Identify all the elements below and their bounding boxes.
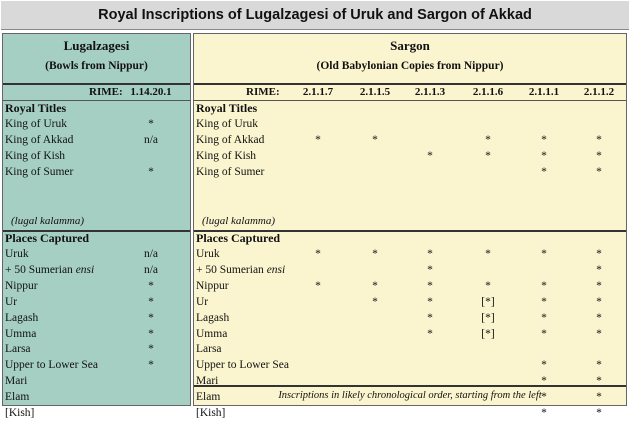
place-row	[194, 246, 626, 262]
place-mark: n/a	[143, 263, 159, 276]
rime-number: 2.1.1.3	[414, 86, 446, 98]
lugalzagesi-heading: Lugalzagesi	[63, 38, 130, 53]
rime-label: RIME:	[246, 86, 280, 98]
place-mark: *	[148, 359, 154, 372]
place-row	[194, 357, 626, 373]
rime-number: 2.1.1.2	[583, 86, 615, 98]
place-mark	[524, 341, 564, 357]
title-mark: *	[148, 118, 154, 130]
place-row	[194, 294, 626, 310]
table-title: Royal Inscriptions of Lugalzagesi of Uruk and Sargon of Akkad	[1, 1, 629, 30]
place-mark: *	[372, 295, 378, 308]
place-label: [Kish]	[196, 407, 226, 419]
place-label: Lagash	[5, 311, 39, 324]
place-mark	[355, 310, 395, 326]
place-row	[3, 373, 190, 389]
places-captured-header: Places Captured	[5, 231, 90, 245]
place-row	[3, 389, 190, 405]
place-row	[194, 405, 626, 421]
place-row	[3, 294, 190, 310]
place-mark	[468, 262, 508, 278]
title-mark	[524, 116, 564, 132]
title-mark: *	[372, 134, 378, 146]
title-label: King of Sumer	[196, 166, 265, 178]
place-mark: *	[148, 279, 154, 292]
place-mark: *	[541, 279, 547, 292]
place-row	[194, 341, 626, 357]
rime-number: 2.1.1.7	[302, 86, 334, 98]
place-mark: *	[372, 279, 378, 292]
rime-number: 2.1.1.5	[359, 86, 391, 98]
title-mark: n/a	[143, 134, 159, 146]
title-mark: *	[596, 134, 602, 146]
place-mark	[524, 262, 564, 278]
place-label: Nippur	[196, 279, 229, 292]
place-row	[3, 341, 190, 357]
title-mark	[121, 148, 181, 164]
title-mark: *	[315, 134, 321, 146]
place-mark	[121, 405, 181, 421]
place-mark: *	[427, 263, 433, 276]
title-mark	[355, 164, 395, 180]
place-row	[3, 310, 190, 326]
title-mark: *	[541, 150, 547, 162]
place-mark	[121, 373, 181, 389]
place-mark	[298, 357, 338, 373]
title-mark	[410, 116, 450, 132]
title-label: King of Sumer	[5, 166, 74, 178]
place-mark	[355, 341, 395, 357]
rime-number: 2.1.1.6	[472, 86, 504, 98]
sargon-panel	[193, 33, 627, 419]
place-mark: *	[541, 311, 547, 324]
place-mark: [*]	[481, 311, 495, 324]
title-mark	[298, 148, 338, 164]
title-row	[3, 164, 190, 180]
title-row	[194, 148, 626, 164]
place-label: Mari	[5, 375, 28, 388]
rime-number: 2.1.1.1	[528, 86, 560, 98]
title-label: King of Uruk	[5, 118, 67, 130]
place-label: Lagash	[196, 311, 230, 324]
royal-titles-header: Royal Titles	[5, 101, 67, 115]
royal-titles-header: Royal Titles	[196, 101, 258, 115]
place-label: [Kish]	[5, 407, 35, 419]
place-label: Larsa	[5, 343, 31, 356]
lugalzagesi-panel	[2, 33, 191, 419]
place-label: Nippur	[5, 279, 38, 292]
place-mark: *	[596, 375, 602, 388]
place-mark: *	[541, 248, 547, 260]
place-row	[3, 278, 190, 294]
place-mark: *	[541, 391, 547, 404]
place-mark: *	[541, 295, 547, 308]
place-label: Ur	[5, 295, 18, 308]
place-mark: *	[596, 327, 602, 340]
place-label: Ur	[196, 295, 209, 308]
place-mark: *	[148, 311, 154, 324]
rime-number: 1.14.20.1	[130, 86, 172, 98]
place-mark	[468, 357, 508, 373]
place-row	[3, 262, 190, 278]
places-captured-header: Places Captured	[196, 231, 281, 245]
place-mark: *	[315, 248, 321, 260]
place-mark: *	[427, 295, 433, 308]
place-mark: *	[541, 407, 547, 419]
place-row	[194, 262, 626, 278]
title-mark: *	[541, 134, 547, 146]
place-mark	[121, 389, 181, 405]
place-mark: *	[485, 248, 491, 260]
title-mark	[410, 132, 450, 148]
place-mark: *	[541, 359, 547, 372]
title-label: King of Kish	[5, 150, 66, 162]
place-mark: *	[427, 248, 433, 260]
place-mark: *	[148, 327, 154, 340]
title-row	[3, 116, 190, 132]
title-label: King of Kish	[196, 150, 257, 162]
place-label: Elam	[5, 391, 30, 404]
place-mark	[468, 341, 508, 357]
title-mark	[468, 164, 508, 180]
title-row	[194, 116, 626, 132]
place-row	[194, 278, 626, 294]
place-label: Uruk	[5, 248, 29, 260]
place-mark	[355, 405, 395, 421]
place-mark: *	[596, 263, 602, 276]
title-mark	[298, 164, 338, 180]
place-mark: [*]	[481, 295, 495, 308]
place-label: Umma	[5, 327, 37, 340]
place-mark	[298, 405, 338, 421]
title-mark	[579, 116, 619, 132]
place-mark: *	[596, 279, 602, 292]
place-label: + 50 Sumerian ensi	[196, 263, 286, 276]
place-mark: *	[427, 327, 433, 340]
title-mark	[468, 116, 508, 132]
place-mark	[355, 357, 395, 373]
lugalzagesi-subtitle: (Bowls from Nippur)	[45, 60, 148, 72]
title-mark	[355, 116, 395, 132]
place-mark: *	[541, 327, 547, 340]
place-mark	[298, 294, 338, 310]
place-mark	[298, 341, 338, 357]
title-mark	[355, 148, 395, 164]
rime-label: RIME:	[89, 86, 123, 98]
title-row	[194, 164, 626, 180]
place-mark	[355, 262, 395, 278]
place-mark: *	[148, 295, 154, 308]
footer-note: Inscriptions in likely chronological order, starting from the left	[278, 390, 542, 401]
place-mark: n/a	[143, 248, 159, 260]
place-mark	[355, 326, 395, 342]
place-row	[3, 357, 190, 373]
title-label: King of Uruk	[196, 118, 258, 130]
place-label: Larsa	[196, 343, 222, 356]
place-mark: *	[596, 248, 602, 260]
title-row	[194, 132, 626, 148]
place-mark: *	[596, 295, 602, 308]
place-mark	[410, 341, 450, 357]
title-row	[3, 148, 190, 164]
place-mark	[298, 310, 338, 326]
title-mark: *	[596, 166, 602, 178]
title-mark: *	[485, 134, 491, 146]
title-mark	[298, 116, 338, 132]
lugal-kalamma-note: (lugal kalamma)	[11, 215, 85, 227]
place-mark	[298, 326, 338, 342]
place-mark: *	[596, 407, 602, 419]
place-mark	[468, 405, 508, 421]
place-row	[194, 326, 626, 342]
place-mark: *	[427, 279, 433, 292]
place-mark: *	[596, 359, 602, 372]
title-mark: *	[148, 166, 154, 178]
title-mark: *	[427, 150, 433, 162]
title-mark: *	[596, 150, 602, 162]
place-mark: *	[315, 279, 321, 292]
place-label: Upper to Lower Sea	[5, 359, 98, 372]
title-mark: *	[485, 150, 491, 162]
place-label: Mari	[196, 375, 219, 388]
place-mark: *	[596, 311, 602, 324]
place-mark	[298, 262, 338, 278]
place-mark: *	[541, 375, 547, 388]
place-row	[3, 246, 190, 262]
place-mark	[579, 341, 619, 357]
place-row	[194, 310, 626, 326]
place-mark: *	[372, 248, 378, 260]
place-mark: *	[148, 343, 154, 356]
place-mark: [*]	[481, 327, 495, 340]
title-label: King of Akkad	[196, 134, 265, 146]
place-mark: *	[427, 311, 433, 324]
place-row	[3, 405, 190, 421]
sargon-subtitle: (Old Babylonian Copies from Nippur)	[316, 60, 504, 72]
place-label: + 50 Sumerian ensi	[5, 263, 95, 276]
place-mark: *	[596, 391, 602, 404]
place-label: Elam	[196, 391, 221, 404]
sargon-heading: Sargon	[390, 38, 430, 53]
lugal-kalamma-note: (lugal kalamma)	[202, 215, 276, 227]
title-row	[3, 132, 190, 148]
title-mark: *	[541, 166, 547, 178]
place-mark	[410, 405, 450, 421]
place-label: Upper to Lower Sea	[196, 359, 289, 372]
place-label: Uruk	[196, 248, 220, 260]
title-label: King of Akkad	[5, 134, 74, 146]
title-mark	[410, 164, 450, 180]
place-label: Umma	[196, 327, 228, 340]
place-mark: *	[485, 279, 491, 292]
place-mark	[410, 357, 450, 373]
place-row	[3, 326, 190, 342]
